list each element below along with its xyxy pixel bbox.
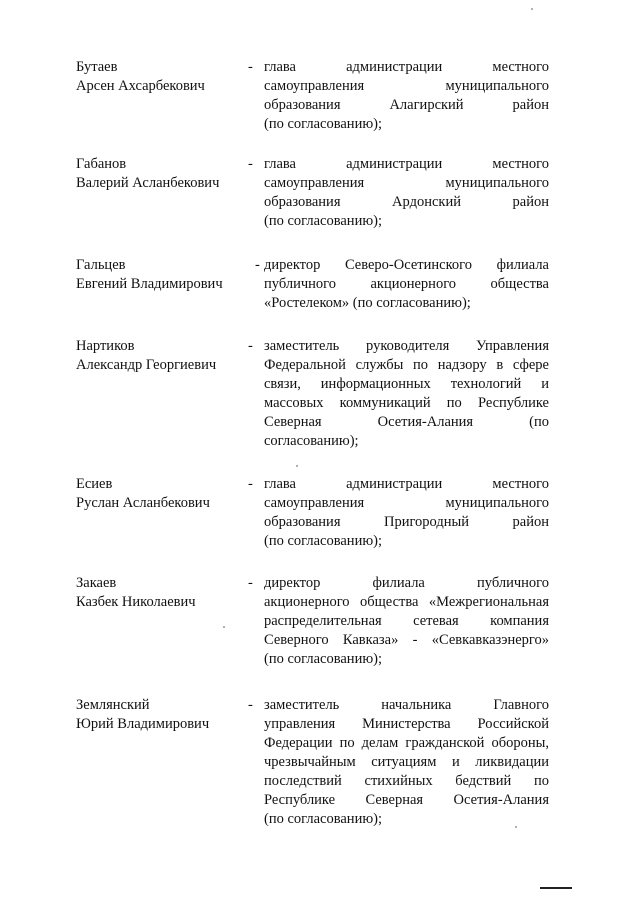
dash-separator: - xyxy=(248,697,253,713)
position-line: самоуправления муниципального xyxy=(264,495,549,511)
position-line: образования Алагирский район xyxy=(264,97,549,113)
member-position xyxy=(264,155,549,231)
dash-separator: - xyxy=(248,59,253,75)
member-position xyxy=(264,574,549,669)
position-line: самоуправления муниципального xyxy=(264,78,549,94)
position-line: управления Министерства Российской xyxy=(264,716,549,732)
position-line: директор Северо-Осетинского филиала xyxy=(264,257,549,273)
position-line: чрезвычайным ситуациям и ликвидации xyxy=(264,754,549,770)
member-position xyxy=(264,58,549,134)
member-name xyxy=(76,574,246,612)
member-name xyxy=(76,475,246,513)
dash-separator: - xyxy=(255,257,260,273)
position-line: (по согласованию); xyxy=(264,533,383,549)
position-line: «Ростелеком» (по согласованию); xyxy=(264,295,471,311)
member-given-names: Казбек Николаевич xyxy=(76,594,196,610)
dash-separator: - xyxy=(248,476,253,492)
position-line: Республике Северная Осетия-Алания xyxy=(264,792,549,808)
position-line: директор филиала публичного xyxy=(264,575,549,591)
member-given-names: Юрий Владимирович xyxy=(76,716,210,732)
scan-speck xyxy=(515,826,517,828)
position-line: образования Пригородный район xyxy=(264,514,549,530)
position-line: (по согласованию); xyxy=(264,116,383,132)
position-line: (по согласованию); xyxy=(264,213,383,229)
member-position xyxy=(264,696,549,829)
position-line: связи, информационных технологий и xyxy=(264,376,549,392)
dash-separator: - xyxy=(248,338,253,354)
member-given-names: Руслан Асланбекович xyxy=(76,495,210,511)
member-surname: Есиев xyxy=(76,476,113,492)
scan-speck xyxy=(296,465,298,467)
scan-speck xyxy=(223,626,225,628)
position-line: согласованию); xyxy=(264,433,359,449)
member-position xyxy=(264,256,549,313)
position-line: Федеральной службы по надзору в сфере xyxy=(264,357,549,373)
member-name xyxy=(76,696,246,734)
position-line: (по согласованию); xyxy=(264,651,383,667)
member-given-names: Евгений Владимирович xyxy=(76,276,223,292)
position-line: Северного Кавказа» - «Севкавказэнерго» xyxy=(264,632,549,648)
member-surname: Нартиков xyxy=(76,338,135,354)
position-line: глава администрации местного xyxy=(264,59,549,75)
position-line: глава администрации местного xyxy=(264,476,549,492)
member-name xyxy=(76,337,246,375)
position-line: глава администрации местного xyxy=(264,156,549,172)
member-given-names: Александр Георгиевич xyxy=(76,357,217,373)
member-given-names: Валерий Асланбекович xyxy=(76,175,220,191)
position-line: (по согласованию); xyxy=(264,811,383,827)
position-line: акционерного общества «Межрегиональная xyxy=(264,594,549,610)
position-line: заместитель руководителя Управления xyxy=(264,338,549,354)
position-line: последствий стихийных бедствий по xyxy=(264,773,549,789)
member-position xyxy=(264,475,549,551)
member-name xyxy=(76,256,246,294)
position-line: самоуправления муниципального xyxy=(264,175,549,191)
dash-separator: - xyxy=(248,575,253,591)
position-line: образования Ардонский район xyxy=(264,194,549,210)
member-given-names: Арсен Ахсарбекович xyxy=(76,78,205,94)
position-line: Федерации по делам гражданской обороны, xyxy=(264,735,549,751)
member-name xyxy=(76,58,246,96)
position-line: массовых коммуникаций по Республике xyxy=(264,395,549,411)
member-surname: Бутаев xyxy=(76,59,118,75)
member-surname: Габанов xyxy=(76,156,127,172)
scan-speck xyxy=(531,8,533,10)
position-line: заместитель начальника Главного xyxy=(264,697,549,713)
position-line: публичного акционерного общества xyxy=(264,276,549,292)
member-position xyxy=(264,337,549,451)
footer-rule xyxy=(540,887,572,889)
dash-separator: - xyxy=(248,156,253,172)
position-line: распределительная сетевая компания xyxy=(264,613,549,629)
member-surname: Землянский xyxy=(76,697,150,713)
member-surname: Закаев xyxy=(76,575,117,591)
member-name xyxy=(76,155,246,193)
position-line: Северная Осетия-Алания (по xyxy=(264,414,549,430)
member-surname: Гальцев xyxy=(76,257,126,273)
